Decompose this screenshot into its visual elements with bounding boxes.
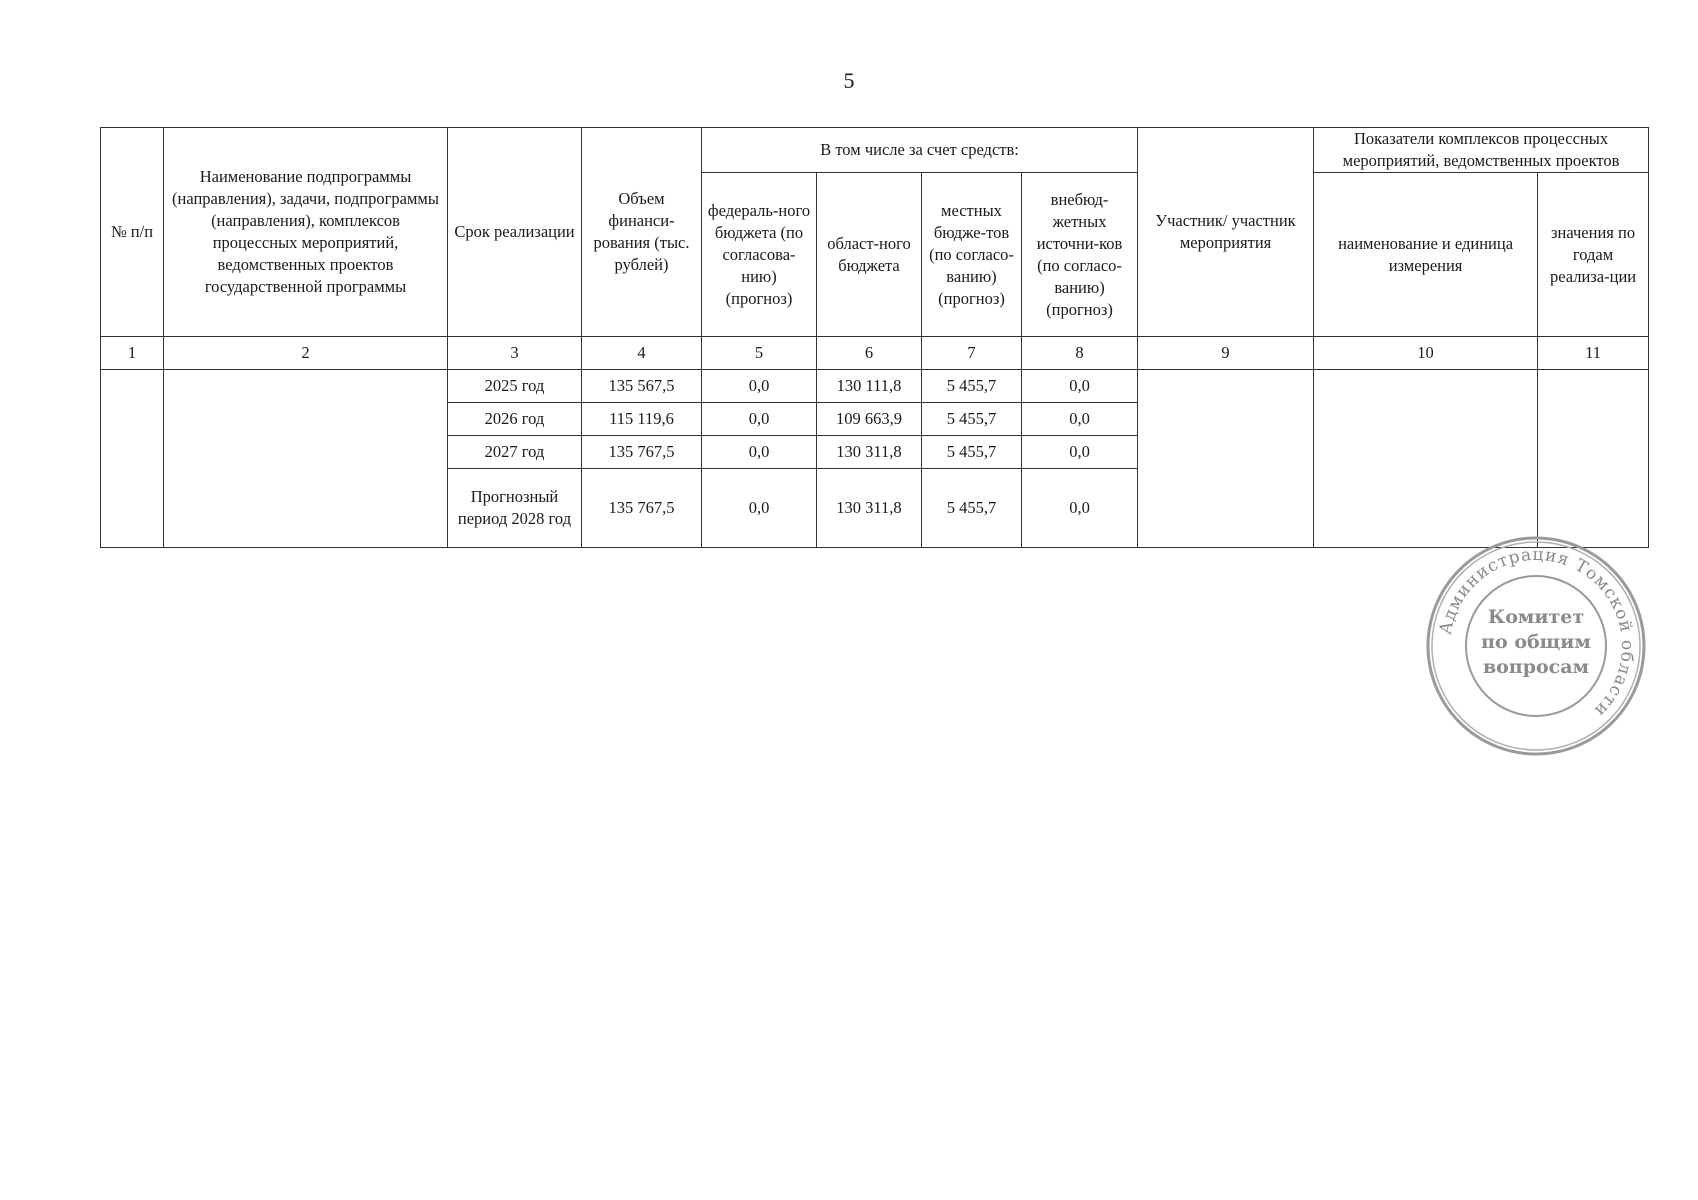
- regional-cell: 109 663,9: [817, 403, 922, 436]
- column-number: 7: [922, 337, 1022, 370]
- term-cell: 2027 год: [448, 436, 582, 469]
- regional-cell: 130 111,8: [817, 370, 922, 403]
- federal-cell: 0,0: [702, 469, 817, 548]
- local-cell: 5 455,7: [922, 403, 1022, 436]
- column-number: 3: [448, 337, 582, 370]
- regional-cell: 130 311,8: [817, 436, 922, 469]
- indicator-name-cell: [1314, 370, 1538, 548]
- federal-cell: 0,0: [702, 403, 817, 436]
- volume-cell: 135 767,5: [582, 436, 702, 469]
- local-cell: 5 455,7: [922, 469, 1022, 548]
- stamp-center-line: вопросам: [1482, 656, 1590, 678]
- header-name: Наименование подпрограммы (направления), задачи, подпрограммы (направления), комплексов процессных мероприятий, ведомственных проектов государственной программы: [164, 128, 448, 337]
- federal-cell: 0,0: [702, 370, 817, 403]
- row-name-cell: [164, 370, 448, 548]
- local-cell: 5 455,7: [922, 436, 1022, 469]
- participant-cell: [1138, 370, 1314, 548]
- column-number: 11: [1538, 337, 1649, 370]
- column-number: 4: [582, 337, 702, 370]
- stamp-center-line: по общим: [1481, 631, 1591, 653]
- header-num: № п/п: [101, 128, 164, 337]
- header-local: местных бюдже-тов (по согласо-ванию) (прогноз): [922, 173, 1022, 337]
- header-term: Срок реализации: [448, 128, 582, 337]
- header-indicators-group: Показатели комплексов процессных мероприятий, ведомственных проектов: [1314, 128, 1649, 173]
- column-number: 1: [101, 337, 164, 370]
- indicator-values-cell: [1538, 370, 1649, 548]
- header-regional: област-ного бюджета: [817, 173, 922, 337]
- term-cell: Прогнозный период 2028 год: [448, 469, 582, 548]
- regional-cell: 130 311,8: [817, 469, 922, 548]
- column-number: 10: [1314, 337, 1538, 370]
- header-extra: внебюд-жетных источни-ков (по согласо-ванию) (прогноз): [1022, 173, 1138, 337]
- financing-table: [100, 127, 1649, 548]
- column-number: 5: [702, 337, 817, 370]
- volume-cell: 115 119,6: [582, 403, 702, 436]
- column-number-row: [101, 337, 1649, 370]
- stamp-ring-text: Администрация Томской области: [1435, 544, 1638, 722]
- extra-cell: 0,0: [1022, 469, 1138, 548]
- header-indicator-name: наименование и единица измерения: [1314, 173, 1538, 337]
- term-cell: 2026 год: [448, 403, 582, 436]
- federal-cell: 0,0: [702, 436, 817, 469]
- local-cell: 5 455,7: [922, 370, 1022, 403]
- column-number: 2: [164, 337, 448, 370]
- header-indicator-values: значения по годам реализа-ции: [1538, 173, 1649, 337]
- header-federal: федераль-ного бюджета (по согласова-нию) (прогноз): [702, 173, 817, 337]
- column-number: 6: [817, 337, 922, 370]
- volume-cell: 135 767,5: [582, 469, 702, 548]
- header-participant: Участник/ участник мероприятия: [1138, 128, 1314, 337]
- row-num-cell: [101, 370, 164, 548]
- table-row: [101, 370, 1649, 403]
- extra-cell: 0,0: [1022, 370, 1138, 403]
- volume-cell: 135 567,5: [582, 370, 702, 403]
- column-number: 9: [1138, 337, 1314, 370]
- header-including-group: В том числе за счет средств:: [702, 128, 1138, 173]
- page-number: 5: [843, 68, 855, 93]
- term-cell: 2025 год: [448, 370, 582, 403]
- extra-cell: 0,0: [1022, 436, 1138, 469]
- extra-cell: 0,0: [1022, 403, 1138, 436]
- header-volume: Объем финанси-рования (тыс. рублей): [582, 128, 702, 337]
- column-number: 8: [1022, 337, 1138, 370]
- stamp-center-line: Комитет: [1487, 606, 1585, 628]
- organization-stamp: [1425, 535, 1647, 757]
